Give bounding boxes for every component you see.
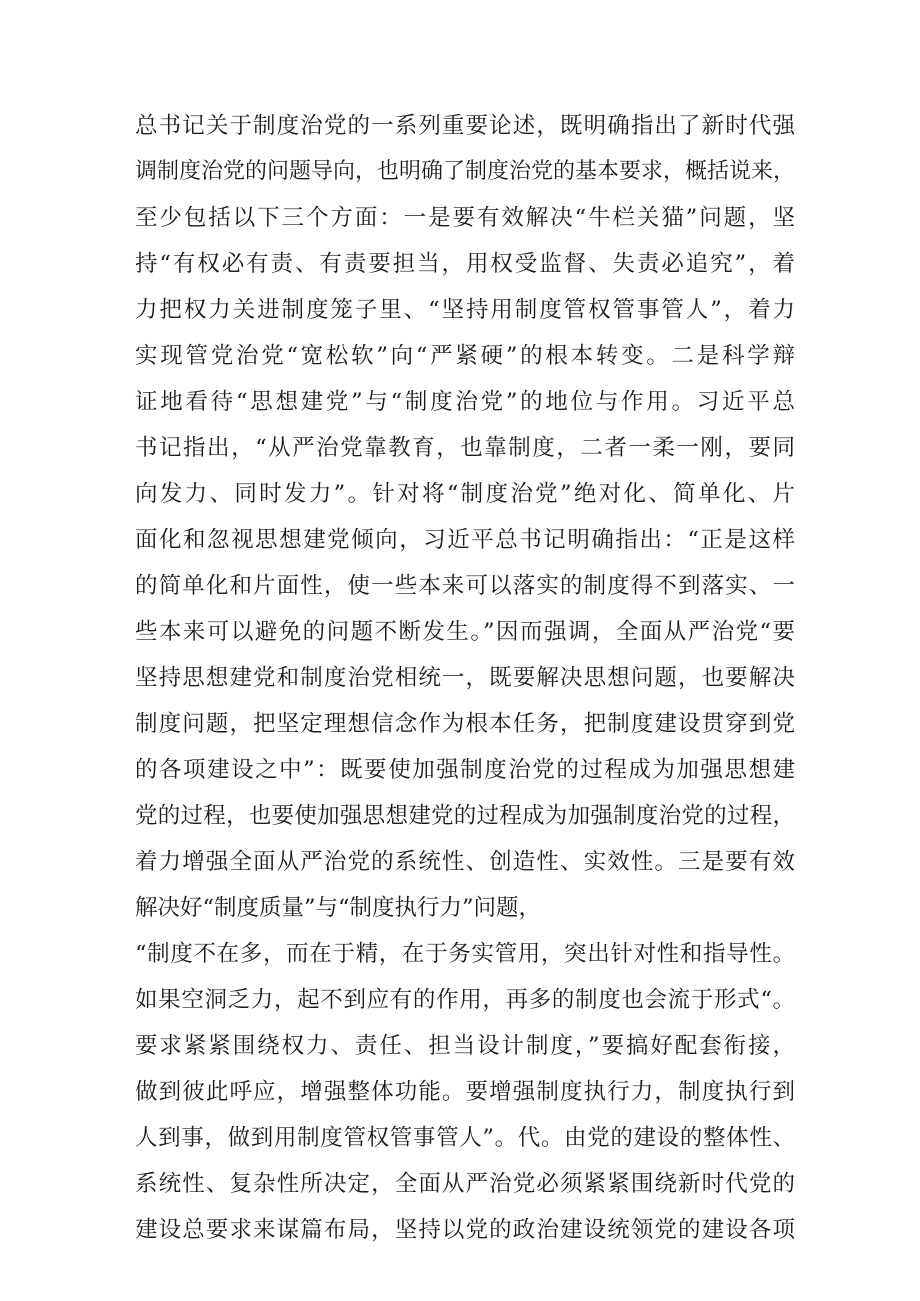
text-line: 着力增强全面从严治党的系统性、创造性、实效性。三是要有效 [135,849,795,875]
body-text [135,103,795,1253]
text-line: 力把权力关进制度笼子里、“坚持用制度管权管事管人”，着力 [135,297,795,323]
text-line: 书记指出，“从严治党靠教育，也靠制度，二者一柔一刚，要同 [135,435,795,461]
text-line: 坚持思想建党和制度治党相统一，既要解决思想问题，也要解决 [135,665,795,691]
text-line: 的各项建设之中”：既要使加强制度治党的过程成为加强思想建 [135,757,795,783]
text-line: 些本来可以避免的问题不断发生。”因而强调，全面从严治党“要 [135,619,795,645]
text-line: 调制度治党的问题导向，也明确了制度治党的基本要求，概括说来， [135,159,796,184]
text-line: 总书记关于制度治党的一系列重要论述，既明确指出了新时代强 [135,113,795,139]
text-line: 向发力、同时发力”。针对将“制度治党”绝对化、简单化、片 [135,481,795,507]
text-line: 制度问题，把坚定理想信念作为根本任务，把制度建设贯穿到党 [135,711,795,737]
text-line: 解决好“制度质量”与“制度执行力”问题， [135,895,542,921]
text-line: 做到彼此呼应，增强整体功能。要增强制度执行力，制度执行到 [135,1079,795,1105]
text-line: 至少包括以下三个方面：一是要有效解决“牛栏关猫”问题，坚 [135,205,795,231]
text-line: 人到事，做到用制度管权管事管人”。代。由党的建设的整体性、 [135,1125,795,1151]
text-line: “制度不在多，而在于精，在于务实管用，突出针对性和指导性。 [135,941,795,967]
text-line: 如果空洞乏力，起不到应有的作用，再多的制度也会流于形式“。 [135,987,795,1013]
text-line: 党的过程，也要使加强思想建党的过程成为加强制度治党的过程， [135,803,795,829]
text-line: 实现管党治党“宽松软”向“严紧硬”的根本转变。二是科学辩 [135,343,795,369]
text-line: 系统性、复杂性所决定，全面从严治党必须紧紧围绕新时代党的 [135,1171,795,1197]
text-line: 要求紧紧围绕权力、责任、担当设计制度，”要搞好配套衔接， [135,1033,795,1059]
text-line: 持“有权必有责、有责要担当，用权受监督、失责必追究”，着 [135,251,795,277]
text-line: 的简单化和片面性，使一些本来可以落实的制度得不到落实、一 [135,573,795,599]
text-line: 建设总要求来谋篇布局，坚持以党的政治建设统领党的建设各项 [135,1217,795,1243]
text-line: 证地看待“思想建党”与“制度治党”的地位与作用。习近平总 [135,389,795,415]
text-line: 面化和忽视思想建党倾向，习近平总书记明确指出：“正是这样 [135,527,795,553]
